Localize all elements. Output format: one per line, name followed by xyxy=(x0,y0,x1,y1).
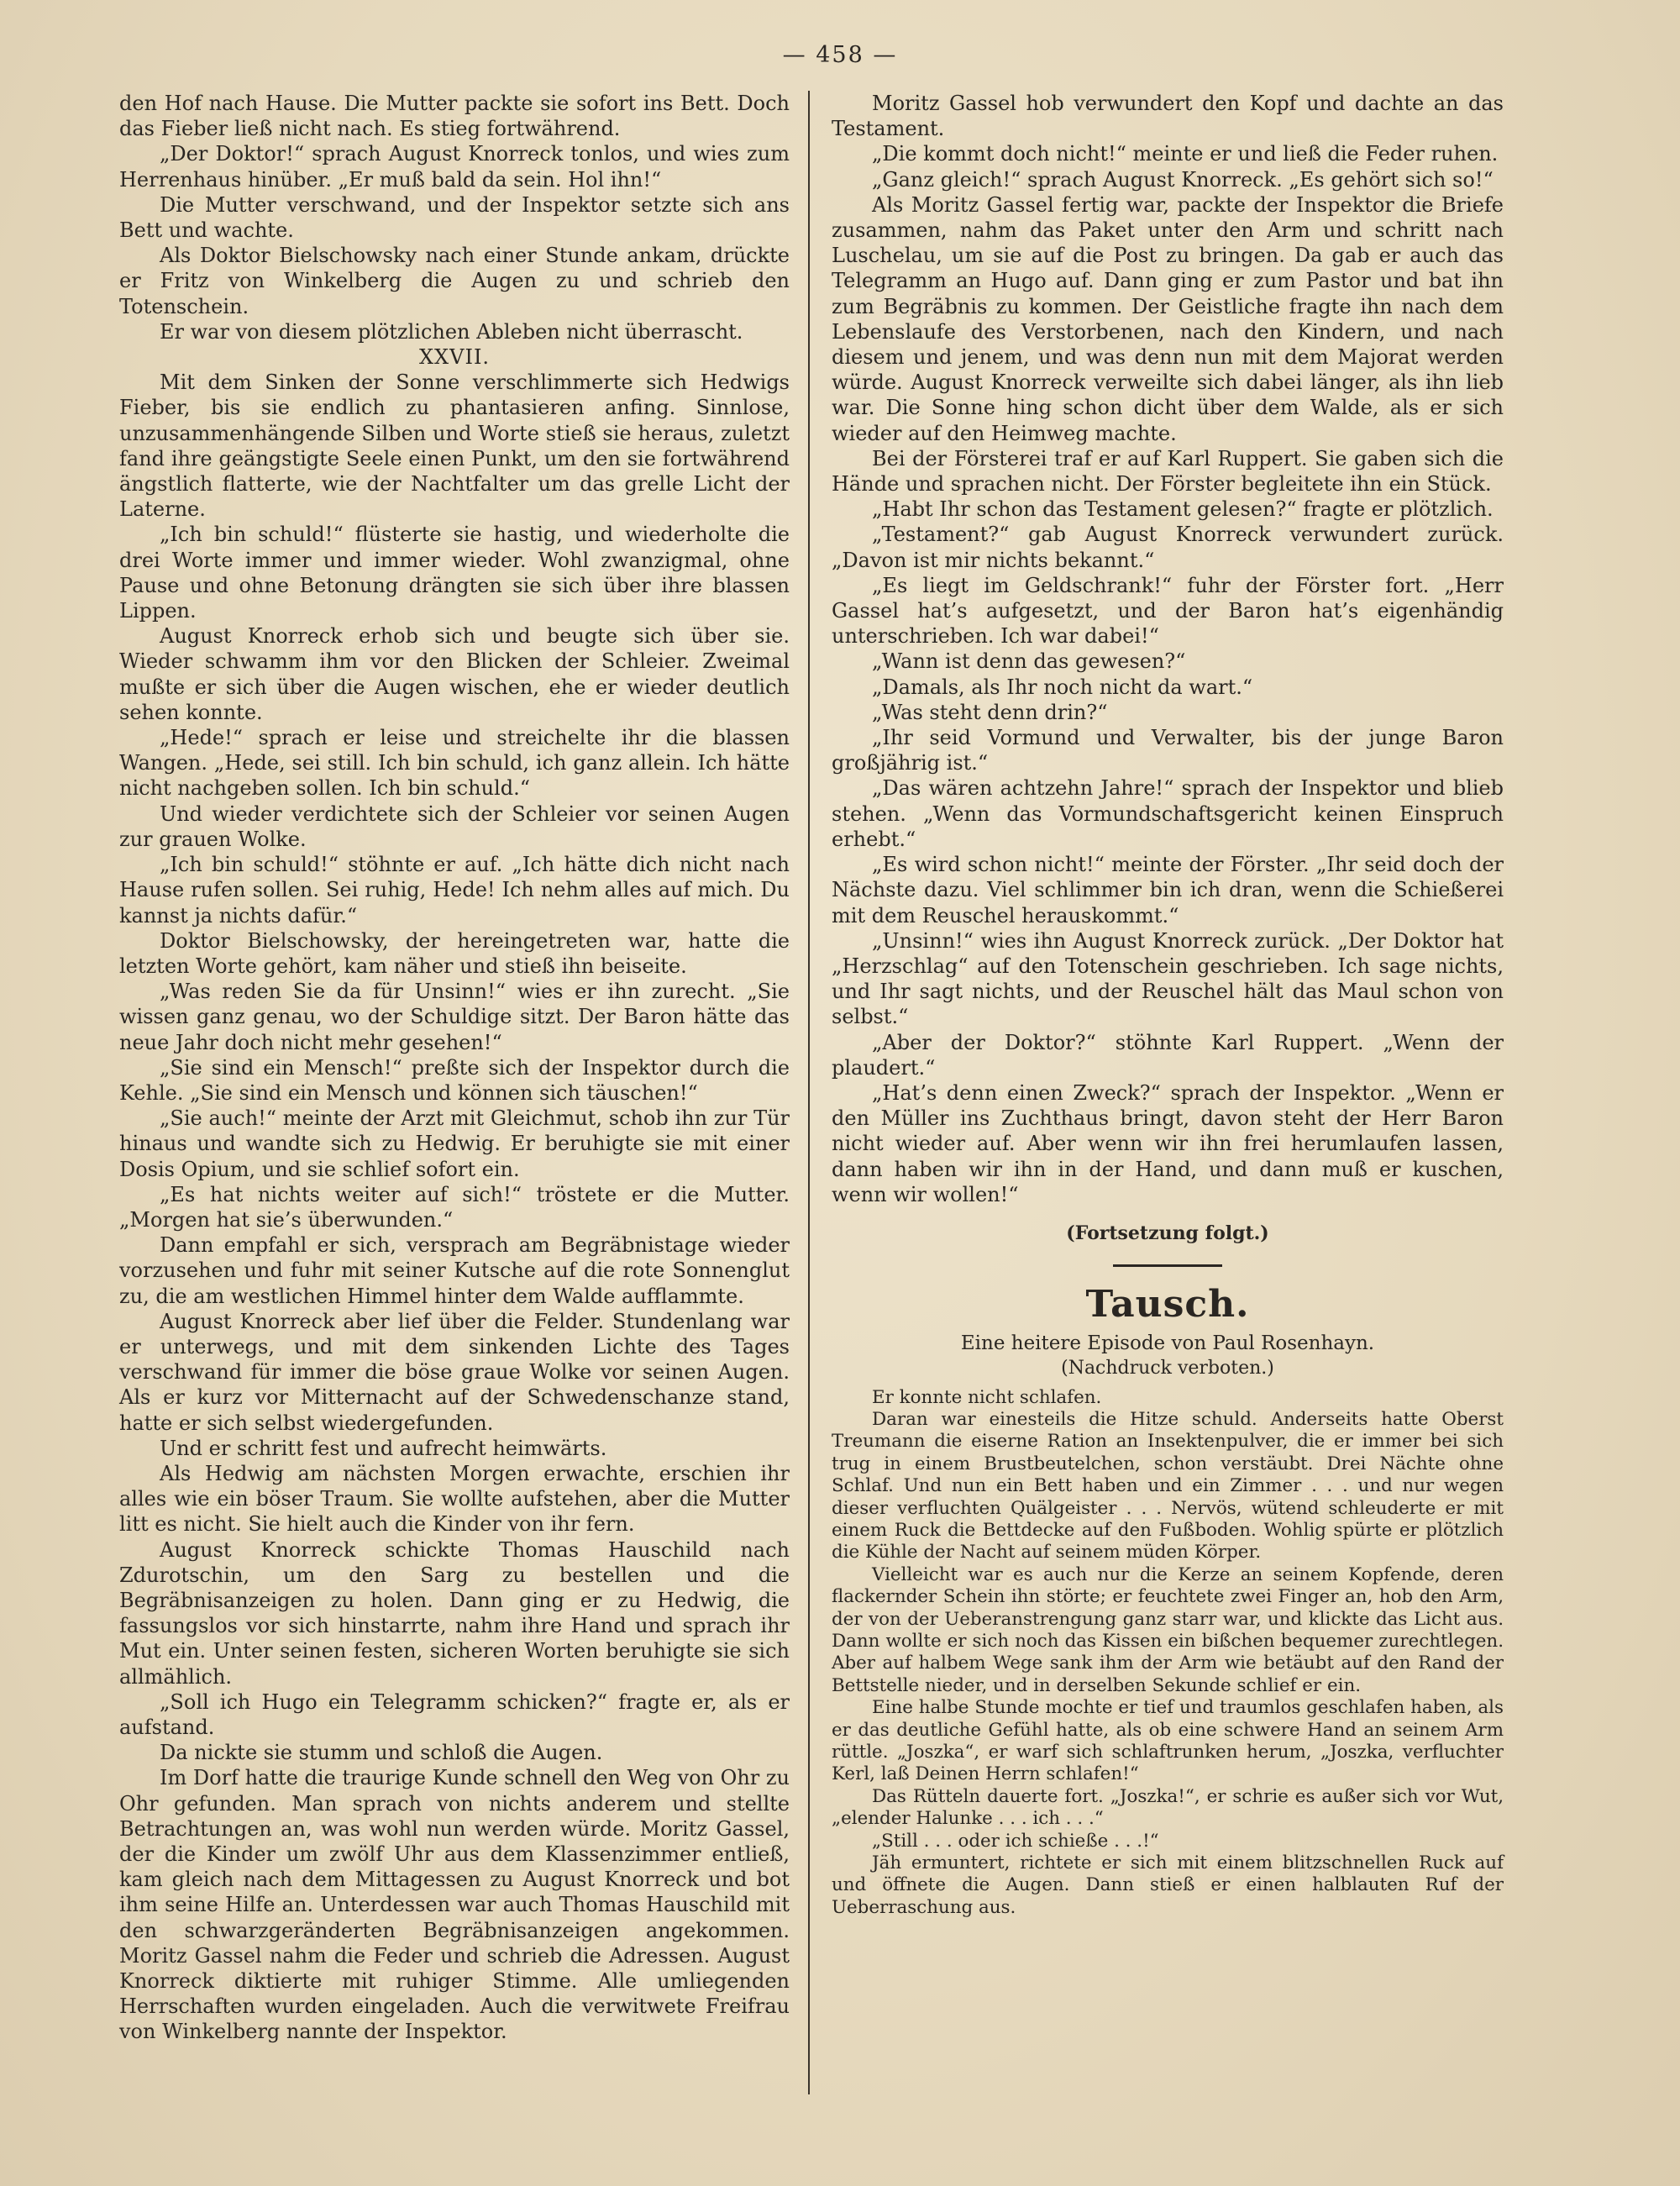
paragraph: Moritz Gassel hob verwundert den Kopf und dachte an das Testament. xyxy=(832,92,1504,141)
paragraph: Als Moritz Gassel fertig war, packte der Inspektor die Briefe zusammen, nahm das Paket unter den Arm und schritt nach Luschelau, um sie auf die Post zu bringen. Da gab er auch das Telegramm an Hugo auf. Dann ging er zum Pastor und bat ihn zum Begräbnis zu kommen. Der Geistliche fragte ihn nach dem Lebenslaufe des Verstorbenen, nach den Kindern, und nach diesem und jenem, und was denn nun mit dem Majorat werden würde. August Knorreck verweilte sich dabei länger, als ihn lieb war. Die Sonne hing schon dicht über dem Walde, als er sich wieder auf den Heimweg machte. xyxy=(832,192,1504,445)
paragraph: August Knorreck schickte Thomas Hauschild nach Zdurotschin, um den Sarg zu bestellen und die Begräbnisanzeigen zu holen. Dann ging er zu Hedwig, die fassungslos vor sich hinstarrte, nahm ihre Hand und sprach ihr Mut ein. Unter seinen festen, sicheren Worten beruhigte sie sich allmählich. xyxy=(119,1537,790,1689)
paragraph: „Ganz gleich!“ sprach August Knorreck. „Es gehört sich so!“ xyxy=(872,167,1494,192)
paragraph: „Soll ich Hugo ein Telegramm schicken?“ fragte er, als er aufstand. xyxy=(119,1689,790,1739)
paragraph: „Damals, als Ihr noch nicht da wart.“ xyxy=(872,675,1253,699)
paragraph: „Die kommt doch nicht!“ meinte er und ließ die Feder ruhen. xyxy=(872,142,1499,166)
paragraph: „Ich bin schuld!“ stöhnte er auf. „Ich hätte dich nicht nach Hause rufen sollen. Sei ruhig, Hede! Ich nehm alles auf mich. Du kannst ja nichts dafür.“ xyxy=(119,853,790,927)
story-byline: Eine heitere Episode von Paul Rosenhayn. xyxy=(960,1332,1375,1355)
left-column xyxy=(119,91,790,2045)
paragraph: „Aber der Doktor?“ stöhnte Karl Ruppert. „Wenn der plaudert.“ xyxy=(832,1030,1504,1080)
paragraph: „Es liegt im Geldschrank!“ fuhr der Förster fort. „Herr Gassel hat’s aufgesetzt, und der Baron hat’s eigenhändig unterschrieben. Ich war dabei!“ xyxy=(832,573,1504,649)
paragraph: Doktor Bielschowsky, der hereingetreten war, hatte die letzten Worte gehört, kam näher und stieß ihn beiseite. xyxy=(119,928,790,978)
paragraph: „Sie auch!“ meinte der Arzt mit Gleichmut, schob ihn zur Tür hinaus und wandte sich zu Hedwig. Er beruhigte sie mit einer Dosis Opium, und sie schlief sofort ein. xyxy=(119,1106,790,1181)
paragraph: den Hof nach Hause. Die Mutter packte sie sofort ins Bett. Doch das Fieber ließ nicht nach. Es stieg fortwährend. xyxy=(119,92,790,141)
paragraph: „Still . . . oder ich schieße . . .!“ xyxy=(872,1830,1159,1852)
right-column xyxy=(832,91,1504,1919)
paragraph: Mit dem Sinken der Sonne verschlimmerte sich Hedwigs Fieber, bis sie endlich zu phantasieren anfing. Sinnlose, unzusammenhängende Silben und Worte stieß sie heraus, zuletzt fand ihre geängstigte Seele einen Punkt, um den sie fortwährend ängstlich flatterte, wie der Nachtfalter um das grelle Licht der Laterne. xyxy=(119,370,790,522)
paragraph: „Es hat nichts weiter auf sich!“ tröstete er die Mutter. „Morgen hat sie’s überwunden.“ xyxy=(119,1182,790,1232)
paragraph: „Was steht denn drin?“ xyxy=(872,700,1108,724)
paragraph: „Testament?“ gab August Knorreck verwundert zurück. „Davon ist mir nichts bekannt.“ xyxy=(832,523,1504,572)
continuation-note: (Fortsetzung folgt.) xyxy=(1066,1222,1269,1244)
section-divider xyxy=(1113,1264,1222,1267)
paragraph: Als Doktor Bielschowsky nach einer Stunde ankam, drückte er Fritz von Winkelberg die Augen zu und schrieb den Totenschein. xyxy=(119,244,790,318)
paragraph: Die Mutter verschwand, und der Inspektor setzte sich ans Bett und wachte. xyxy=(119,192,790,243)
paragraph: Im Dorf hatte die traurige Kunde schnell den Weg von Ohr zu Ohr gefunden. Man sprach von nichts anderem und stellte Betrachtungen an, was wohl nun werden würde. Moritz Gassel, der die Kinder um zwölf Uhr aus dem Klassenzimmer entließ, kam gleich nach dem Mittagessen zu August Knorreck und bot ihm seine Hilfe an. Unterdessen war auch Thomas Hauschild mit den schwarzgeränderten Begräbnisanzeigen angekommen. Moritz Gassel nahm die Feder und schrieb die Adressen. August Knorreck diktierte mit ruhiger Stimme. Alle umliegenden Herrschaften wurden eingeladen. Auch die verwitwete Freifrau von Winkelberg nannte der Inspektor. xyxy=(119,1766,790,2044)
paragraph: Und wieder verdichtete sich der Schleier vor seinen Augen zur grauen Wolke. xyxy=(119,801,790,851)
paragraph: „Habt Ihr schon das Testament gelesen?“ fragte er plötzlich. xyxy=(872,497,1494,522)
page-number: — 458 — xyxy=(782,42,898,68)
paragraph: Er konnte nicht schlafen. xyxy=(872,1386,1102,1408)
paragraph: August Knorreck erhob sich und beugte sich über sie. Wieder schwamm ihm vor den Blicken der Schleier. Zweimal mußte er sich über die Augen wischen, ehe er wieder deutlich sehen konnte. xyxy=(119,624,790,724)
paragraph: „Es wird schon nicht!“ meinte der Förster. „Ihr seid doch der Nächste dazu. Viel schlimmer bin ich dran, wenn die Schießerei mit dem Reuschel herauskommt.“ xyxy=(832,853,1504,927)
chapter-heading: XXVII. xyxy=(418,345,491,370)
paragraph: „Sie sind ein Mensch!“ preßte sich der Inspektor durch die Kehle. „Sie sind ein Mensch und können sich täuschen!“ xyxy=(119,1055,790,1105)
paragraph: „Ich bin schuld!“ flüsterte sie hastig, und wiederholte die drei Worte immer und immer wieder. Wohl zwanzigmal, ohne Pause und ohne Betonung drängten sie sich über ihre blassen Lippen. xyxy=(119,523,790,623)
paragraph: Jäh ermuntert, richtete er sich mit einem blitzschnellen Ruck auf und öffnete die Augen. Dann stieß er einen halblauten Ruf der Ueberraschung aus. xyxy=(832,1852,1504,1918)
paragraph: Dann empfahl er sich, versprach am Begräbnistage wieder vorzusehen und fuhr mit seiner Kutsche auf die rote Sonnenglut zu, die am westlichen Himmel hinter dem Walde aufflammte. xyxy=(119,1233,790,1308)
story-section xyxy=(832,1282,1504,1919)
story-title: Tausch. xyxy=(1085,1283,1250,1327)
paragraph: August Knorreck aber lief über die Felder. Stundenlang war er unterwegs, und mit dem sinkenden Lichte des Tages verschwand für immer die böse graue Wolke vor seinen Augen. Als er kurz vor Mitternacht auf der Schwedenschanze stand, hatte er sich selbst wiedergefunden. xyxy=(119,1309,790,1435)
paragraph: Daran war einesteils die Hitze schuld. Anderseits hatte Oberst Treumann die eiserne Ration an Insektenpulver, die er immer bei sich trug in einem Brustbeutelchen, schon verstäubt. Drei Nächte ohne Schlaf. Und nun ein Bett haben und ein Zimmer . . . und nur wegen dieser verfluchten Quälgeister . . . Nervös, wütend schleuderte er mit einem Ruck die Bettdecke auf den Fußboden. Wohlig spürte er plötzlich die Kühle der Nacht auf seinem müden Körper. xyxy=(832,1408,1504,1563)
paragraph: Und er schritt fest und aufrecht heimwärts. xyxy=(160,1436,607,1460)
paragraph: Er war von diesem plötzlichen Ableben nicht überrascht. xyxy=(160,319,743,344)
reprint-note: (Nachdruck verboten.) xyxy=(1061,1358,1274,1379)
paragraph: „Wann ist denn das gewesen?“ xyxy=(872,649,1186,674)
paragraph: Eine halbe Stunde mochte er tief und traumlos geschlafen haben, als er das deutliche Gefühl hatte, als ob eine schwere Hand an seinem Arm rüttle. „Joszka“, er warf sich schlaftrunken herum, „Joszka, verfluchter Kerl, laß Deinen Herrn schlafen!“ xyxy=(832,1697,1504,1785)
paragraph: Da nickte sie stumm und schloß die Augen. xyxy=(160,1741,603,1765)
paragraph: „Hede!“ sprach er leise und streichelte ihr die blassen Wangen. „Hede, sei still. Ich bin schuld, ich ganz allein. Ich hätte nicht nachgeben sollen. Ich bin schuld.“ xyxy=(119,726,790,801)
paragraph: „Ihr seid Vormund und Verwalter, bis der junge Baron großjährig ist.“ xyxy=(832,726,1504,775)
paragraph: „Hat’s denn einen Zweck?“ sprach der Inspektor. „Wenn er den Müller ins Zuchthaus bringt, davon steht der Herr Baron nicht wieder auf. Aber wenn wir ihn frei herumlaufen lassen, dann haben wir ihn in der Hand, und dann muß er kuschen, wenn wir wollen!“ xyxy=(832,1080,1504,1206)
column-divider xyxy=(808,91,810,2094)
paragraph: Vielleicht war es auch nur die Kerze an seinem Kopfende, deren flackernder Schein ihn störte; er feuchtete zwei Finger an, hob den Arm, der von der Ueberanstrengung ganz starr war, und klickte das Licht aus. Dann wollte er sich noch das Kissen ein bißchen bequemer zurechtlegen. Aber auf halbem Wege sank ihm der Arm wie betäubt auf den Rand der Bettstelle nieder, und in derselben Sekunde schlief er ein. xyxy=(832,1563,1504,1696)
paragraph: „Was reden Sie da für Unsinn!“ wies er ihn zurecht. „Sie wissen ganz genau, wo der Schuldige sitzt. Der Baron hätte das neue Jahr doch nicht mehr gesehen!“ xyxy=(119,980,790,1054)
paragraph: Das Rütteln dauerte fort. „Joszka!“, er schrie es außer sich vor Wut, „elender Halunke . . . ich . . .“ xyxy=(832,1785,1504,1830)
paragraph: Als Hedwig am nächsten Morgen erwachte, erschien ihr alles wie ein böser Traum. Sie wollte aufstehen, aber die Mutter litt es nicht. Sie hielt auch die Kinder von ihr fern. xyxy=(119,1461,790,1537)
paragraph: „Der Doktor!“ sprach August Knorreck tonlos, und wies zum Herrenhaus hinüber. „Er muß bald da sein. Hol ihn!“ xyxy=(119,142,790,192)
paragraph: „Das wären achtzehn Jahre!“ sprach der Inspektor und blieb stehen. „Wenn das Vormundschaftsgericht keinen Einspruch erhebt.“ xyxy=(832,776,1504,851)
paragraph: „Unsinn!“ wies ihn August Knorreck zurück. „Der Doktor hat „Herzschlag“ auf den Totenschein geschrieben. Ich sage nichts, und Ihr sagt nichts, und der Reuschel hält das Maul schon von selbst.“ xyxy=(832,928,1504,1029)
paragraph: Bei der Försterei traf er auf Karl Ruppert. Sie gaben sich die Hände und sprachen nicht. Der Förster begleitete ihn ein Stück. xyxy=(832,446,1504,497)
